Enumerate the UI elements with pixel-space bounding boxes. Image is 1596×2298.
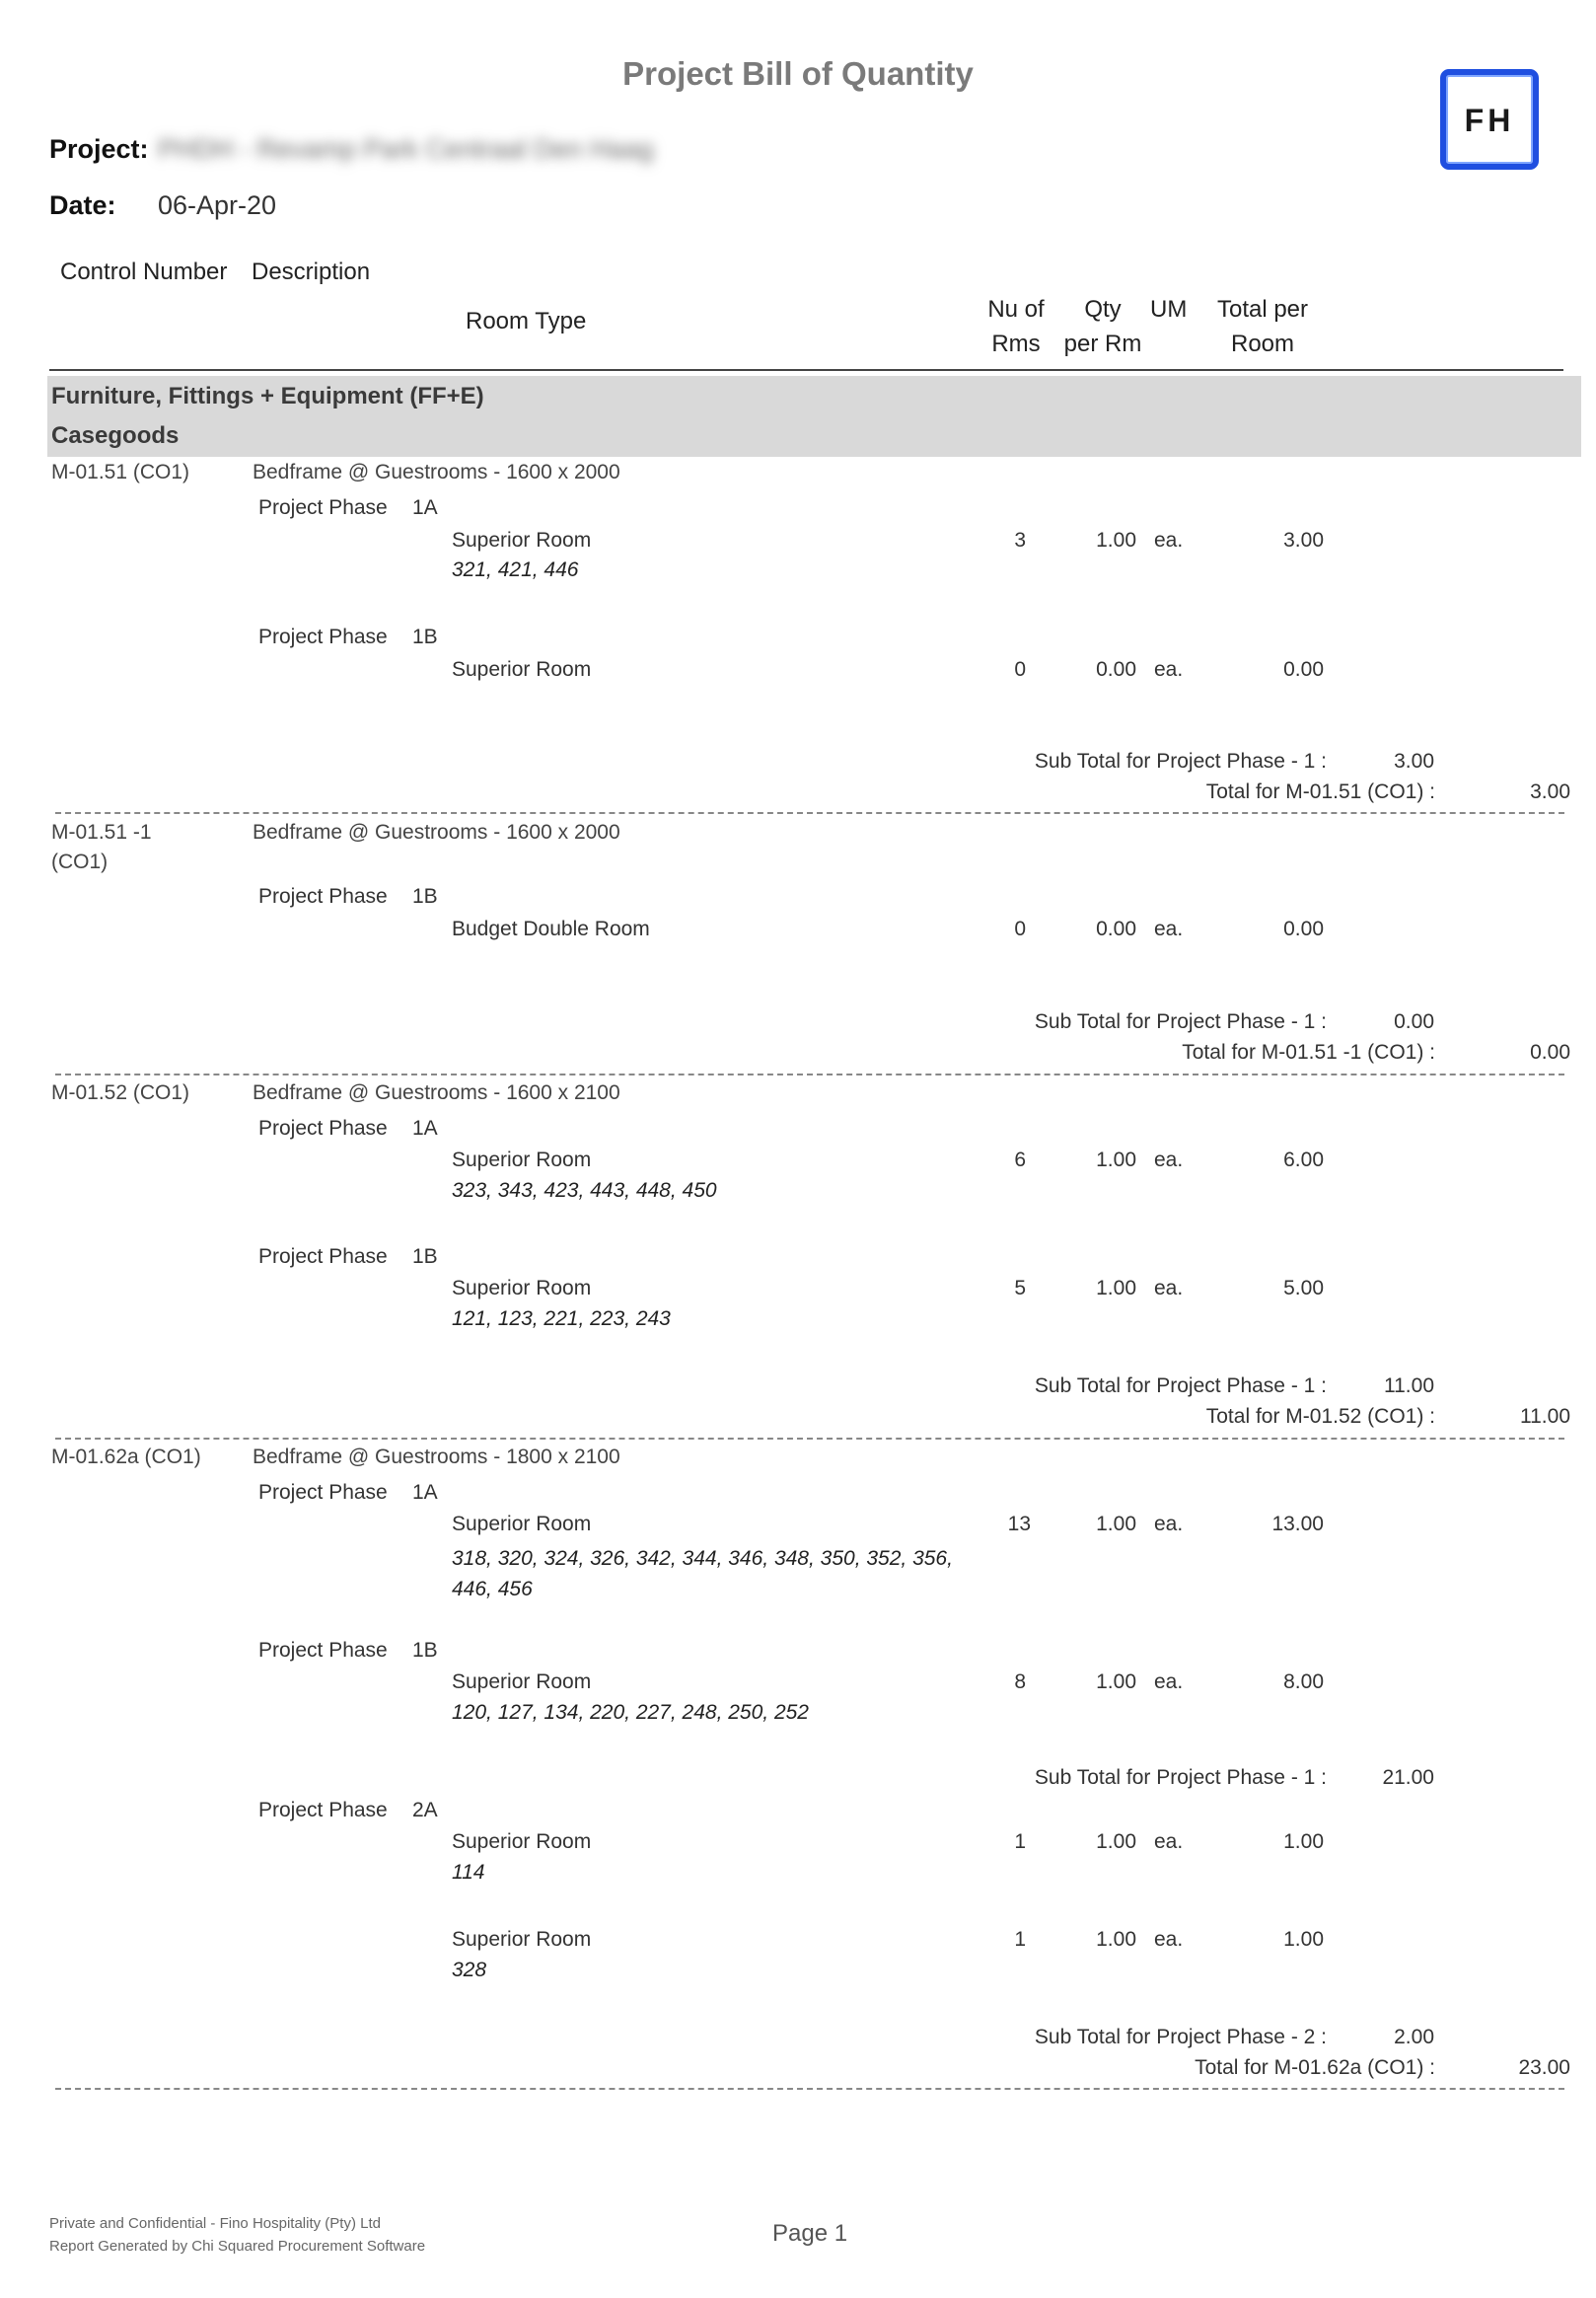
um: ea. xyxy=(1154,1513,1184,1535)
col-description: Description xyxy=(252,259,371,285)
room-numbers: 114 xyxy=(452,1861,485,1884)
subtotal-label: Sub Total for Project Phase - 1 : xyxy=(1034,1374,1327,1397)
page-number: Page 1 xyxy=(772,2220,848,2247)
room-type: Budget Double Room xyxy=(452,918,650,940)
room-numbers: 321, 421, 446 xyxy=(452,558,579,581)
item-description: Bedframe @ Guestrooms - 1800 x 2100 xyxy=(253,1446,620,1468)
total-per-room: 0.00 xyxy=(1283,918,1324,940)
col-total-line2: Room xyxy=(1230,331,1295,357)
item-total-label: Total for M-01.62a (CO1) : xyxy=(1195,2056,1435,2079)
subtotal-label: Sub Total for Project Phase - 1 : xyxy=(1034,1766,1327,1789)
subtotal-value: 3.00 xyxy=(1394,750,1434,773)
col-qty-per-rm xyxy=(1058,292,1147,361)
subtotal-label: Sub Total for Project Phase - 1 : xyxy=(1034,1010,1327,1033)
col-qty-line2: per Rm xyxy=(1063,331,1142,357)
item-separator xyxy=(55,812,1564,814)
footer-generated-by: Report Generated by Chi Squared Procurement Software xyxy=(49,2238,426,2255)
room-numbers: 318, 320, 324, 326, 342, 344, 346, 348, 350, 352, 356, 446, 456 xyxy=(452,1547,953,1600)
category-group: Furniture, Fittings + Equipment (FF+E) xyxy=(51,383,484,409)
total-per-room: 13.00 xyxy=(1271,1513,1324,1535)
item-description: Bedframe @ Guestrooms - 1600 x 2000 xyxy=(253,461,620,483)
date-label: Date: xyxy=(49,190,116,220)
item-total-label: Total for M-01.51 (CO1) : xyxy=(1205,780,1435,803)
room-numbers: 328 xyxy=(452,1959,487,1981)
um: ea. xyxy=(1154,1830,1184,1853)
room-type: Superior Room xyxy=(452,658,592,681)
room-type: Superior Room xyxy=(452,1513,592,1535)
nu-of-rms: 5 xyxy=(1014,1277,1026,1299)
logo-text: FH xyxy=(1464,103,1515,138)
phase-code: 1A xyxy=(412,496,438,519)
col-total-line1: Total per xyxy=(1216,296,1309,323)
phase-code: 1A xyxy=(412,1481,438,1504)
qty-per-rm: 1.00 xyxy=(1096,1277,1136,1299)
col-control-number: Control Number xyxy=(60,259,228,285)
room-type: Superior Room xyxy=(452,1928,592,1951)
subtotal-value: 11.00 xyxy=(1384,1374,1434,1397)
room-type: Superior Room xyxy=(452,1277,592,1299)
total-per-room: 1.00 xyxy=(1283,1928,1324,1951)
category-subgroup: Casegoods xyxy=(51,422,180,449)
phase-code: 2A xyxy=(412,1799,438,1821)
phase-label: Project Phase xyxy=(258,1799,388,1821)
qty-per-rm: 1.00 xyxy=(1096,1513,1136,1535)
date-value: 06-Apr-20 xyxy=(158,190,277,220)
col-nu-line2: Rms xyxy=(991,331,1041,357)
item-description: Bedframe @ Guestrooms - 1600 x 2000 xyxy=(253,821,620,844)
room-type: Superior Room xyxy=(452,529,592,552)
nu-of-rms: 8 xyxy=(1014,1670,1026,1693)
room-numbers: 120, 127, 134, 220, 227, 248, 250, 252 xyxy=(452,1701,809,1724)
phase-label: Project Phase xyxy=(258,1117,388,1140)
item-separator xyxy=(55,1074,1564,1075)
company-logo xyxy=(1440,69,1539,170)
subtotal-label: Sub Total for Project Phase - 1 : xyxy=(1034,750,1327,773)
phase-code: 1A xyxy=(412,1117,438,1140)
item-total-label: Total for M-01.51 -1 (CO1) : xyxy=(1182,1041,1435,1064)
col-total-per-room xyxy=(1203,292,1322,361)
footer-confidential: Private and Confidential - Fino Hospitality (Pty) Ltd xyxy=(49,2215,381,2232)
item-separator xyxy=(55,1438,1564,1440)
um: ea. xyxy=(1154,1149,1184,1171)
phase-label: Project Phase xyxy=(258,1639,388,1662)
project-value: PHDH - Revamp Park Centraal Den Haag xyxy=(158,134,654,164)
project-label: Project: xyxy=(49,134,149,164)
qty-per-rm: 1.00 xyxy=(1096,1928,1136,1951)
total-per-room: 6.00 xyxy=(1283,1149,1324,1171)
um: ea. xyxy=(1154,1277,1184,1299)
qty-per-rm: 1.00 xyxy=(1096,529,1136,552)
room-type: Superior Room xyxy=(452,1830,592,1853)
nu-of-rms: 13 xyxy=(1007,1513,1031,1535)
phase-code: 1B xyxy=(412,626,438,648)
phase-code: 1B xyxy=(412,1639,438,1662)
nu-of-rms: 3 xyxy=(1014,529,1026,552)
subtotal-value: 2.00 xyxy=(1394,2026,1434,2048)
subtotal-value: 0.00 xyxy=(1394,1010,1434,1033)
phase-label: Project Phase xyxy=(258,496,388,519)
total-per-room: 0.00 xyxy=(1283,658,1324,681)
um: ea. xyxy=(1154,918,1184,940)
item-separator xyxy=(55,2088,1564,2090)
phase-label: Project Phase xyxy=(258,1481,388,1504)
report-title: Project Bill of Quantity xyxy=(622,55,974,92)
item-total-value: 23.00 xyxy=(1518,2056,1570,2079)
um: ea. xyxy=(1154,658,1184,681)
category-band xyxy=(47,376,1581,457)
total-per-room: 5.00 xyxy=(1283,1277,1324,1299)
qty-per-rm: 1.00 xyxy=(1096,1670,1136,1693)
item-control-number: M-01.52 (CO1) xyxy=(51,1081,190,1104)
col-nu-of-rms xyxy=(977,292,1055,361)
qty-per-rm: 0.00 xyxy=(1096,918,1136,940)
header-rule xyxy=(49,369,1563,371)
item-control-number: M-01.51 (CO1) xyxy=(51,461,190,483)
room-type: Superior Room xyxy=(452,1670,592,1693)
subtotal-label: Sub Total for Project Phase - 2 : xyxy=(1034,2026,1327,2048)
col-room-type: Room Type xyxy=(466,308,587,334)
room-numbers: 323, 343, 423, 443, 448, 450 xyxy=(452,1179,717,1202)
col-um: UM xyxy=(1150,296,1188,323)
nu-of-rms: 1 xyxy=(1014,1830,1026,1853)
item-total-label: Total for M-01.52 (CO1) : xyxy=(1205,1405,1435,1428)
phase-code: 1B xyxy=(412,885,438,908)
qty-per-rm: 1.00 xyxy=(1096,1149,1136,1171)
nu-of-rms: 1 xyxy=(1014,1928,1026,1951)
um: ea. xyxy=(1154,529,1184,552)
phase-label: Project Phase xyxy=(258,885,388,908)
qty-per-rm: 1.00 xyxy=(1096,1830,1136,1853)
nu-of-rms: 0 xyxy=(1014,658,1026,681)
total-per-room: 8.00 xyxy=(1283,1670,1324,1693)
phase-label: Project Phase xyxy=(258,626,388,648)
item-total-value: 11.00 xyxy=(1520,1405,1570,1428)
room-type: Superior Room xyxy=(452,1149,592,1171)
item-total-value: 3.00 xyxy=(1530,780,1570,803)
nu-of-rms: 0 xyxy=(1014,918,1026,940)
total-per-room: 3.00 xyxy=(1283,529,1324,552)
um: ea. xyxy=(1154,1928,1184,1951)
qty-per-rm: 0.00 xyxy=(1096,658,1136,681)
item-control-number-suffix: (CO1) xyxy=(51,851,109,873)
subtotal-value: 21.00 xyxy=(1382,1766,1434,1789)
room-numbers: 121, 123, 221, 223, 243 xyxy=(452,1307,671,1330)
phase-code: 1B xyxy=(412,1245,438,1268)
phase-label: Project Phase xyxy=(258,1245,388,1268)
um: ea. xyxy=(1154,1670,1184,1693)
item-control-number: M-01.62a (CO1) xyxy=(51,1446,201,1468)
col-nu-line1: Nu of xyxy=(987,296,1045,323)
nu-of-rms: 6 xyxy=(1014,1149,1026,1171)
item-description: Bedframe @ Guestrooms - 1600 x 2100 xyxy=(253,1081,620,1104)
col-qty-line1: Qty xyxy=(1084,296,1122,323)
item-total-value: 0.00 xyxy=(1530,1041,1570,1064)
total-per-room: 1.00 xyxy=(1283,1830,1324,1853)
item-control-number: M-01.51 -1 xyxy=(51,821,152,844)
